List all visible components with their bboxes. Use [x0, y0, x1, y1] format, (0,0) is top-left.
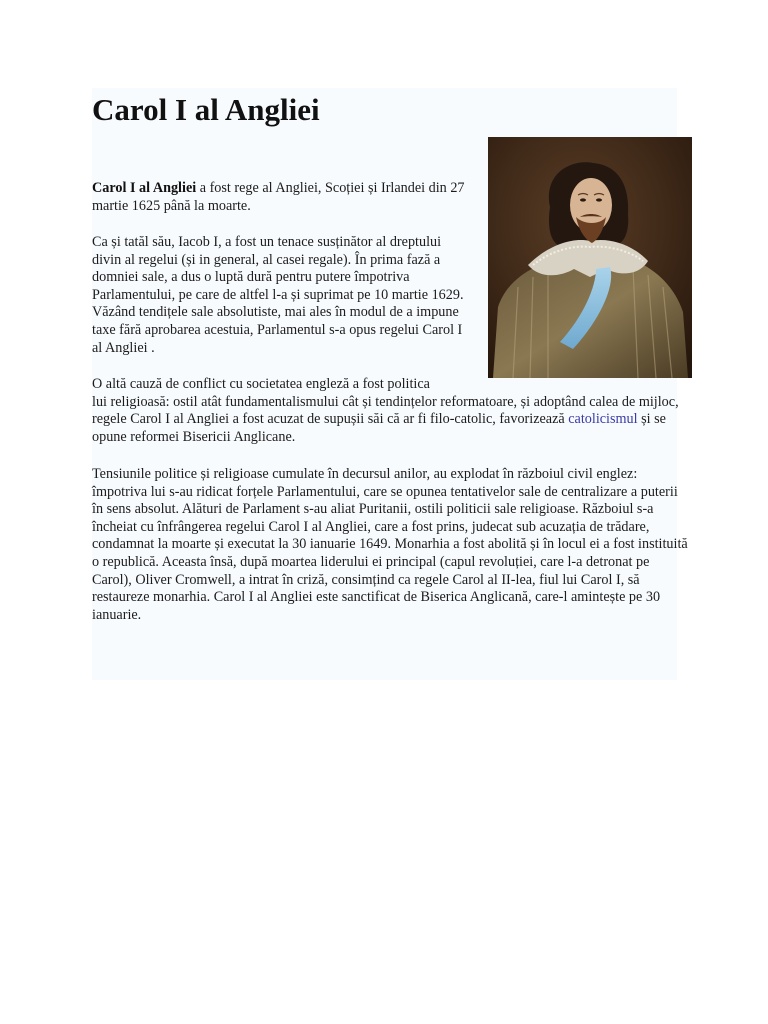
paragraph-religion-line1: O altă cauză de conflict cu societatea engleză a fost politica: [92, 376, 430, 392]
intro-text: a fost rege al Angliei, Scoției și Irlandei din 27 martie 1625 până la moarte.: [92, 180, 465, 214]
paragraph-parliament: Ca și tatăl său, Iacob I, a fost un tenace susținător al dreptului divin al regelui (și in general, al casei regale). În prima fază a domniei sale, a dus o luptă dură pentru putere împotriva Parlamentului, pe care de altfel l-a și suprimat pe 10 martie 1629. Văzând tendițele sale absolutiste, mai ales în modul de a impune taxe fără aprobarea acestuia, Parlamentul s-a opus regelui Carol I al Angliei .: [92, 234, 464, 356]
subject-name-bold: Carol I al Angliei: [92, 180, 197, 196]
paragraph-civil-war: Tensiunile politice și religioase cumulate în decursul anilor, au explodat în războiul civil englez: împotriva lui s-au ridicat forțele Parlamentului, care se opunea tentativelor sale de centralizare a puterii în sens absolut. Alături de Parlament s-au aliat Puritanii, ostili politicii sale religioase. Războiul s-a încheiat cu înfrângerea regelui Carol I al Angliei, care a fost prins, judecat sub acuzația de trădare, condamnat la moarte și executat la 30 ianuarie 1649. Monarhia a fost abolită și în locul ei a fost instituită o republică. Aceasta însă, după moartea liderului ei principal (capul revoluției, care l-a detronat pe Carol), Oliver Cromwell, a intrat în criză, consimțind ca regele Carol al II-lea, fiul lui Carol I, să restaureze monarhia. Carol I al Angliei este sanctificat de Biserica Anglicană, care-l amintește pe 30 ianuarie.: [92, 466, 688, 623]
paragraph-religion-text: lui religioasă: ostil atât fundamentalismului cât și tendințelor reformatoare, și adoptând calea de mijloc, regele Carol I al Angliei a fost acuzat de supușii săi că ar fi filo-catolic, favorizează: [92, 393, 679, 428]
paragraph-religion: [92, 376, 692, 446]
paragraph-religion-text-end: și se opune reformei Bisericii Anglicane.: [92, 411, 666, 445]
portrait-image: [488, 137, 692, 378]
catolicismul-link[interactable]: catolicismul: [568, 411, 638, 428]
page-title: Carol I al Angliei: [92, 92, 320, 127]
portrait-illustration: [488, 137, 692, 378]
intro-paragraph: [92, 180, 467, 215]
